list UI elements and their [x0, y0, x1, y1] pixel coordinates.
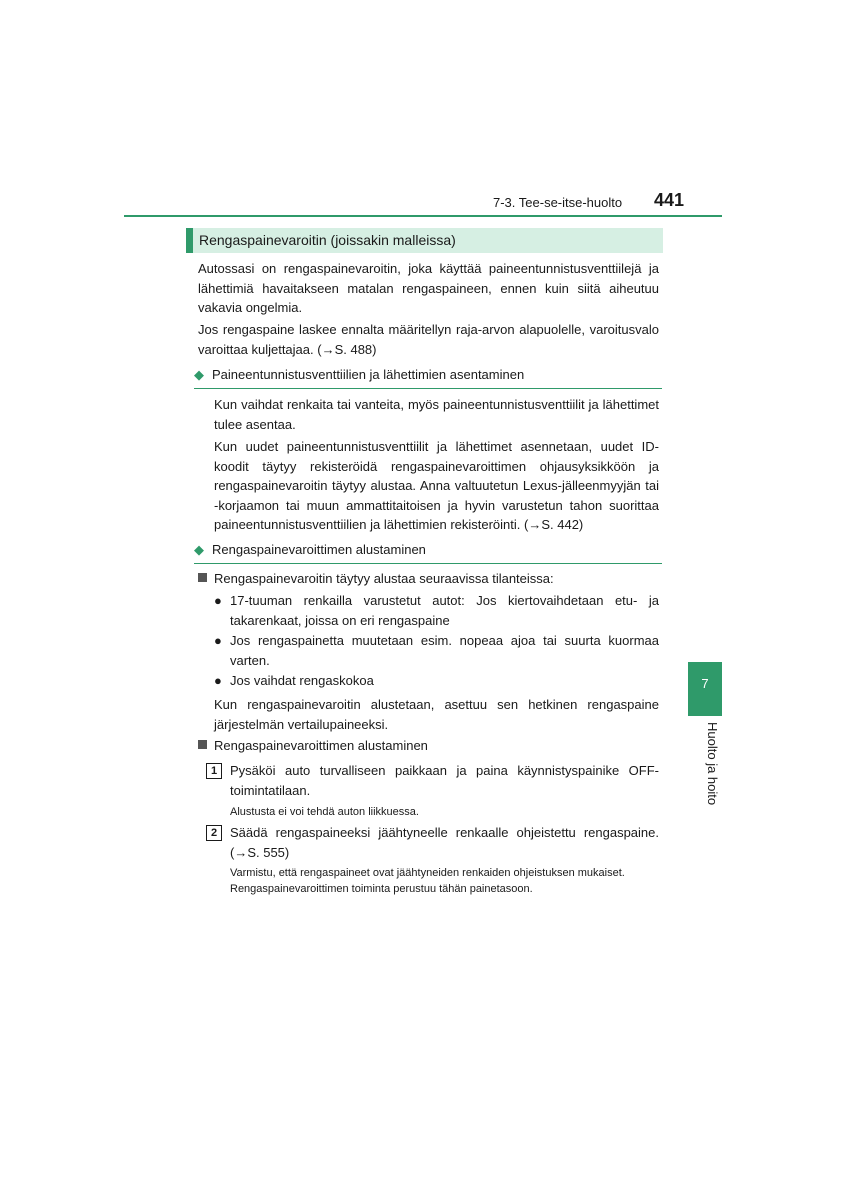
- list-item: [214, 671, 659, 691]
- body-paragraph: Kun vaihdat renkaita tai vanteita, myös paineentunnistusventtiilit ja lähettimet tulee asentaa.: [214, 397, 659, 432]
- header-divider: [124, 215, 722, 217]
- procedure-step: [206, 761, 659, 800]
- block-heading-text: Rengaspainevaroitin täytyy alustaa seuraavissa tilanteissa:: [214, 571, 554, 586]
- square-bullet-icon: [198, 573, 207, 582]
- diamond-icon: ◆: [194, 367, 204, 382]
- block-heading: [198, 738, 428, 753]
- block-heading-text: Rengaspainevaroittimen alustaminen: [214, 738, 428, 753]
- subsection-heading: [194, 367, 662, 389]
- body-paragraph: Kun rengaspainevaroitin alustetaan, asettuu sen hetkinen rengaspaine järjestelmän vertailupaineeksi.: [214, 697, 659, 732]
- intro-paragraph: Autossasi on rengaspainevaroitin, joka käyttää paineentunnistusventtiilejä ja lähettimiä havaitakseen matalan rengaspaineen, ennen kuin siitä aiheutuu vakavia ongelmia.: [198, 261, 659, 315]
- procedure-step: [206, 823, 659, 862]
- step-number-icon: 2: [206, 825, 222, 841]
- bullet-dot-icon: ●: [214, 593, 222, 608]
- step-note: Varmistu, että rengaspaineet ovat jäähtyneiden renkaiden ohjeistuksen mukaiset. Rengaspainevaroittimen toiminta perustuu tähän painetasoon.: [230, 867, 625, 895]
- subsection-heading: [194, 542, 662, 564]
- step-text: Pysäköi auto turvalliseen paikkaan ja paina käynnistyspainike OFF-toimintatilaan.: [230, 763, 659, 798]
- list-item: [214, 591, 659, 630]
- list-item-text: Jos rengaspainetta muutetaan esim. nopeaa ajoa tai suurta kuormaa varten.: [230, 633, 659, 668]
- bullet-dot-icon: ●: [214, 673, 222, 688]
- bullet-dot-icon: ●: [214, 633, 222, 648]
- body-paragraph: Kun uudet paineentunnistusventtiilit ja lähettimet asennetaan, uudet ID-koodit täytyy rekisteröidä rengaspainevaroittimen ohjausyksikköön ja rengaspainevaroitin täytyy alustaa. Anna valtuutetun Lexus-jälleenmyyjän tai -korjaamon tai muun ammattitaitoisen ja hyvin varustetun tahon suorittaa paineentunnistusventtiilien ja lähettimien rekisteröinti. (→S. 442): [214, 439, 659, 532]
- square-bullet-icon: [198, 740, 207, 749]
- chapter-tab: [688, 662, 722, 716]
- chapter-number: 7: [701, 676, 709, 691]
- intro-paragraph: Jos rengaspaine laskee ennalta määritellyn raja-arvon alapuolelle, varoitusvalo varoittaa kuljettajaa. (→S. 488): [198, 322, 659, 357]
- list-item: [214, 631, 659, 670]
- list-item-text: Jos vaihdat rengaskokoa: [230, 673, 374, 688]
- subsection-heading-text: Paineentunnistusventtiilien ja lähettimien asentaminen: [212, 367, 525, 382]
- step-number-icon: 1: [206, 763, 222, 779]
- page-number: 441: [654, 190, 685, 210]
- list-item-text: 17-tuuman renkailla varustetut autot: Jos kiertovaihdetaan etu- ja takarenkaat, joissa on eri rengaspaine: [230, 593, 659, 628]
- step-text: Säädä rengaspaineeksi jäähtyneelle renkaalle ohjeistettu rengaspaine. (→S. 555): [230, 825, 659, 860]
- header-section-title: 7-3. Tee-se-itse-huolto: [493, 195, 623, 210]
- subsection-heading-text: Rengaspainevaroittimen alustaminen: [212, 542, 426, 557]
- chapter-label: Huolto ja hoito: [705, 722, 720, 806]
- diamond-icon: ◆: [194, 542, 204, 557]
- section-title: Rengaspainevaroitin (joissakin malleissa): [186, 228, 663, 253]
- step-note: Alustusta ei voi tehdä auton liikkuessa.: [230, 806, 419, 818]
- block-heading: [198, 571, 554, 586]
